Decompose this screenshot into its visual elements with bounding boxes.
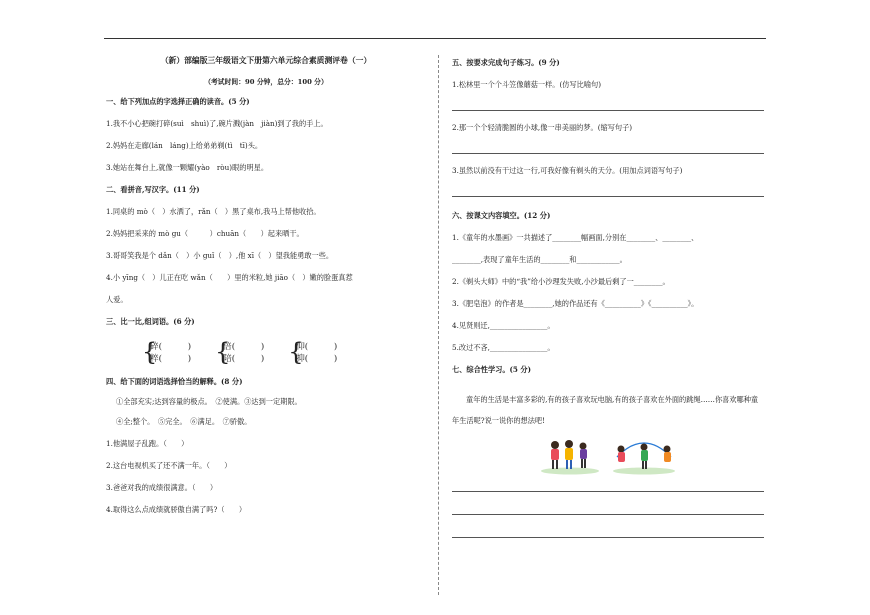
section-2-question-4-cont: 人爱。 (106, 295, 128, 304)
answer-line[interactable] (452, 100, 764, 111)
section-3-heading: 三、比一比,组词语。(6 分) (106, 317, 195, 326)
section-2-question-4: 4.小 yīng（ ）儿正在吃 wǎn（ ）里的米粒,她 jiāo（ ）嫩的脸蛋真惹 (106, 273, 353, 282)
section-6-question-3: 3.《肥皂泡》的作者是________,她的作品还有《__________》《__________》。 (452, 299, 699, 308)
section-2-question-3: 3.哥哥笑我是个 dǎn（ ）小 guǐ（ ）,他 xī（ ）望我能勇敢一些。 (106, 251, 334, 260)
brace-icon: { (142, 338, 158, 366)
exam-subtitle: （考试时间：90 分钟，总分：100 分） (204, 78, 328, 86)
left-column (106, 52, 426, 515)
section-2-question-2: 2.妈妈把采来的 mò gu（ ）chuān（ ）起来晒干。 (106, 229, 304, 238)
section-6-question-2: 2.《剃头大师》中的“我”给小沙理发失败,小沙最后剩了一________。 (452, 277, 670, 286)
compare-word: 倍( ) (223, 342, 265, 352)
compare-word: 仰( ) (296, 342, 338, 352)
definition-options-1: ①全部充实;达到容量的极点。 ②使满。③达到一定期限。 (116, 397, 302, 406)
compare-pair (142, 338, 192, 366)
section-4-heading: 四、给下面的词语选择恰当的解释。(8 分) (106, 377, 243, 386)
section-4-question-4: 4.取得这么点成绩就骄傲自满了吗?（ ） (106, 505, 247, 514)
compare-word: 碎( ) (150, 342, 192, 352)
children-playing-icon (539, 435, 601, 475)
section-7-heading: 七、综合性学习。(5 分) (452, 365, 531, 374)
section-5-question-2: 2.那一个个轻清脆圆的小球,像一串美丽的梦。(缩写句子) (452, 123, 633, 132)
compare-pair (288, 338, 338, 366)
answer-line[interactable] (452, 143, 764, 154)
column-divider (438, 55, 439, 595)
compare-word: 抑( ) (296, 354, 338, 364)
section-5-question-1: 1.松林里一个个斗笠像蘑菇一样。(仿写比喻句) (452, 80, 602, 89)
section-1-question-1: 1.我不小心把碗打碎(suì shuì)了,碗片溅(jàn jiàn)到了我的手上。 (106, 119, 328, 128)
definition-options-2: ④全;整个。 ⑤完全。 ⑥满足。 ⑦骄傲。 (116, 417, 252, 426)
brace-icon: { (215, 338, 231, 366)
answer-line[interactable] (452, 504, 764, 515)
answer-line[interactable] (452, 527, 764, 538)
right-column (452, 52, 764, 538)
compare-word: 陪( ) (223, 354, 265, 364)
section-6-question-5: 5.改过不吝,________________。 (452, 343, 555, 352)
section-4-question-1: 1.他满屋子乱跑。（ ） (106, 439, 189, 448)
answer-line[interactable] (452, 186, 764, 197)
compare-pairs (142, 338, 426, 366)
section-6-heading: 六、按课文内容填空。(12 分) (452, 211, 551, 220)
exam-title: （新）部编版三年级语文下册第六单元综合素质测评卷（一） (160, 56, 372, 65)
brace-icon: { (288, 338, 304, 366)
section-1-question-2: 2.妈妈在走廊(lán láng)上给弟弟剃(tì tī)头。 (106, 141, 263, 150)
section-6-question-1-cont: ________,表现了童年生活的________和____________。 (452, 255, 627, 264)
section-2-question-1: 1.同桌的 mò（ ）水洒了，rǎn（ ）黑了桌布,我马上帮他收拾。 (106, 207, 321, 216)
section-5-heading: 五、按要求完成句子练习。(9 分) (452, 58, 560, 67)
compare-pair (215, 338, 265, 366)
section-6-question-1: 1.《童年的水墨画》一共描述了________幅画面,分别在________、________、 (452, 233, 699, 242)
section-4-question-3: 3.爸爸对我的成绩很满意。（ ） (106, 483, 218, 492)
jump-rope-icon (611, 435, 677, 475)
compare-word: 粹( ) (150, 354, 192, 364)
section-7-paragraph: 童年的生活是丰富多彩的,有的孩子喜欢玩电脑,有的孩子喜欢在外面的跳绳……你喜欢哪种童年生活呢?说一说你的想法吧! (452, 395, 759, 425)
section-2-heading: 二、看拼音,写汉字。(11 分) (106, 185, 200, 194)
section-1-heading: 一、给下列加点的字选择正确的读音。(5 分) (106, 97, 250, 106)
section-4-question-2: 2.这台电视机买了还不满一年。（ ） (106, 461, 232, 470)
top-rule (104, 38, 766, 39)
children-illustration (452, 435, 764, 475)
answer-line[interactable] (452, 481, 764, 492)
section-1-question-3: 3.她站在舞台上,就像一颗耀(yào ròu)眼的明星。 (106, 163, 269, 172)
section-5-question-3: 3.虽然以前没有干过这一行,可我好像有剃头的天分。(用加点词语写句子) (452, 166, 683, 175)
section-6-question-4: 4.见贤则迁,________________。 (452, 321, 555, 330)
